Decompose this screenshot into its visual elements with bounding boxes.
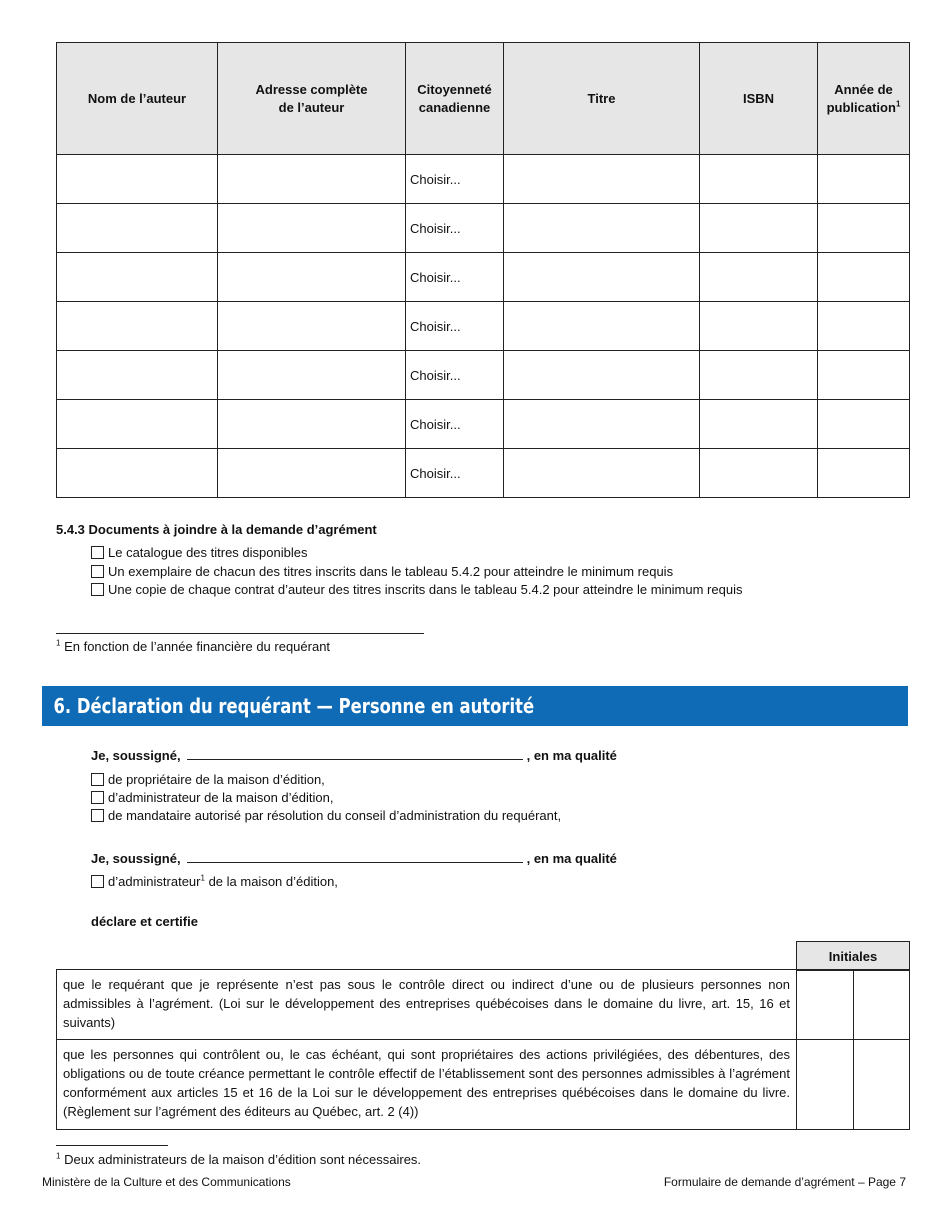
author-address-field[interactable] <box>218 204 406 253</box>
author-address-field[interactable] <box>218 449 406 498</box>
table-row <box>57 1040 910 1130</box>
declaration-line-1: Je, soussigné, , en ma qualité <box>91 748 617 763</box>
document-contracts-checkbox[interactable] <box>91 583 104 596</box>
capacity-option-label: d’administrateur de la maison d’édition, <box>108 790 334 805</box>
titles-table-header <box>57 43 910 155</box>
document-catalogue-checkbox[interactable] <box>91 546 104 559</box>
author-name-field[interactable] <box>57 351 218 400</box>
isbn-field[interactable] <box>700 400 818 449</box>
title-field[interactable] <box>504 204 700 253</box>
footnote-divider <box>56 1145 168 1146</box>
titles-table <box>56 42 910 498</box>
title-field[interactable] <box>504 155 700 204</box>
certification-table <box>56 969 910 1130</box>
administrator-checkbox[interactable] <box>91 791 104 804</box>
publication-year-field[interactable] <box>818 155 910 204</box>
author-address-field[interactable] <box>218 400 406 449</box>
publication-year-field[interactable] <box>818 351 910 400</box>
administrator-2-checkbox[interactable] <box>91 875 104 888</box>
capacity-option <box>91 874 338 889</box>
owner-checkbox[interactable] <box>91 773 104 786</box>
footnote: $^1$ En fonction de l’année financière du requérant <box>56 638 331 654</box>
capacity-option-label: de propriétaire de la maison d’édition, <box>108 772 325 787</box>
citizenship-select[interactable]: Choisir... <box>406 449 504 498</box>
title-field[interactable] <box>504 302 700 351</box>
isbn-field[interactable] <box>700 302 818 351</box>
col-publication-year: Année de publication$^1$ <box>818 43 910 155</box>
capacity-option-label: d’administrateur$^1$ de la maison d’édition, <box>108 873 338 889</box>
author-name-field[interactable] <box>57 302 218 351</box>
title-field[interactable] <box>504 400 700 449</box>
col-title: Titre <box>504 43 700 155</box>
isbn-field[interactable] <box>700 351 818 400</box>
table-row <box>57 155 910 204</box>
col-author-name: Nom de l’auteur <box>57 43 218 155</box>
initials-header: Initiales <box>796 941 910 971</box>
declarant-name-field-2[interactable] <box>187 850 523 863</box>
capacity-option-label: de mandataire autorisé par résolution du conseil d’administration du requérant, <box>108 808 562 823</box>
author-name-field[interactable] <box>57 449 218 498</box>
initials-field[interactable] <box>797 970 854 1040</box>
capacity-option <box>91 790 333 805</box>
isbn-field[interactable] <box>700 253 818 302</box>
title-field[interactable] <box>504 253 700 302</box>
author-name-field[interactable] <box>57 204 218 253</box>
citizenship-select[interactable]: Choisir... <box>406 302 504 351</box>
statement-text: que le requérant que je représente n’est pas sous le contrôle direct ou indirect d’une ou de plusieurs personnes non admissibles à l’agrément. (Loi sur le développement des entreprises québécoises dans le domaine du livre, art. 15, 16 et suivants) <box>57 970 797 1040</box>
document-copies-checkbox[interactable] <box>91 565 104 578</box>
section-6-title: 6. Déclaration du requérant — Personne en autorité <box>53 694 535 718</box>
isbn-field[interactable] <box>700 449 818 498</box>
table-row <box>57 302 910 351</box>
table-row <box>57 204 910 253</box>
publication-year-field[interactable] <box>818 449 910 498</box>
publication-year-field[interactable] <box>818 400 910 449</box>
author-address-field[interactable] <box>218 351 406 400</box>
declaration-line-2: Je, soussigné, , en ma qualité <box>91 851 617 866</box>
footer-ministry: Ministère de la Culture et des Communications <box>42 1175 291 1189</box>
title-field[interactable] <box>504 351 700 400</box>
document-item-label: Le catalogue des titres disponibles <box>108 545 308 560</box>
document-item-label: Une copie de chaque contrat d’auteur des titres inscrits dans le tableau 5.4.2 pour atteindre le minimum requis <box>108 582 743 597</box>
citizenship-select[interactable]: Choisir... <box>406 400 504 449</box>
isbn-field[interactable] <box>700 155 818 204</box>
citizenship-select[interactable]: Choisir... <box>406 204 504 253</box>
col-citizenship: Citoyenneté canadienne <box>406 43 504 155</box>
capacity-option <box>91 772 325 787</box>
table-row <box>57 253 910 302</box>
citizenship-select[interactable]: Choisir... <box>406 155 504 204</box>
col-isbn: ISBN <box>700 43 818 155</box>
table-row <box>57 351 910 400</box>
author-name-field[interactable] <box>57 155 218 204</box>
document-item <box>91 545 307 560</box>
document-item <box>91 564 673 579</box>
footnote-divider <box>56 633 424 634</box>
certify-heading: déclare et certifie <box>91 914 198 929</box>
author-address-field[interactable] <box>218 253 406 302</box>
author-name-field[interactable] <box>57 400 218 449</box>
publication-year-field[interactable] <box>818 302 910 351</box>
publication-year-field[interactable] <box>818 204 910 253</box>
author-address-field[interactable] <box>218 302 406 351</box>
footnote: $^1$ Deux administrateurs de la maison d’édition sont nécessaires. <box>56 1151 422 1167</box>
citizenship-select[interactable]: Choisir... <box>406 351 504 400</box>
initials-field[interactable] <box>797 1040 854 1130</box>
title-field[interactable] <box>504 449 700 498</box>
statement-text: que les personnes qui contrôlent ou, le cas échéant, qui sont propriétaires des actions privilégiées, des débentures, des obligations ou de toute créance permettant le contrôle effectif de l’établissement sont des personnes admissibles à l’agrément conformément aux articles 15 et 16 de la Loi sur le développement des entreprises québécoises dans le domaine du livre. (Règlement sur l’agrément des éditeurs au Québec, art. 2 (4)) <box>57 1040 797 1130</box>
citizenship-select[interactable]: Choisir... <box>406 253 504 302</box>
table-row <box>57 400 910 449</box>
initials-field[interactable] <box>854 970 910 1040</box>
documents-heading: 5.4.3 Documents à joindre à la demande d’agrément <box>56 522 377 537</box>
declarant-name-field-1[interactable] <box>187 747 523 760</box>
table-row <box>57 449 910 498</box>
table-row <box>57 970 910 1040</box>
document-item <box>91 582 742 597</box>
author-name-field[interactable] <box>57 253 218 302</box>
section-6-banner <box>42 686 908 726</box>
capacity-option <box>91 808 561 823</box>
publication-year-field[interactable] <box>818 253 910 302</box>
authorized-agent-checkbox[interactable] <box>91 809 104 822</box>
col-author-address: Adresse complète de l’auteur <box>218 43 406 155</box>
footer-page-number: Formulaire de demande d’agrément – Page 7 <box>663 1175 906 1189</box>
isbn-field[interactable] <box>700 204 818 253</box>
author-address-field[interactable] <box>218 155 406 204</box>
initials-field[interactable] <box>854 1040 910 1130</box>
document-item-label: Un exemplaire de chacun des titres inscrits dans le tableau 5.4.2 pour atteindre le minimum requis <box>108 564 674 579</box>
